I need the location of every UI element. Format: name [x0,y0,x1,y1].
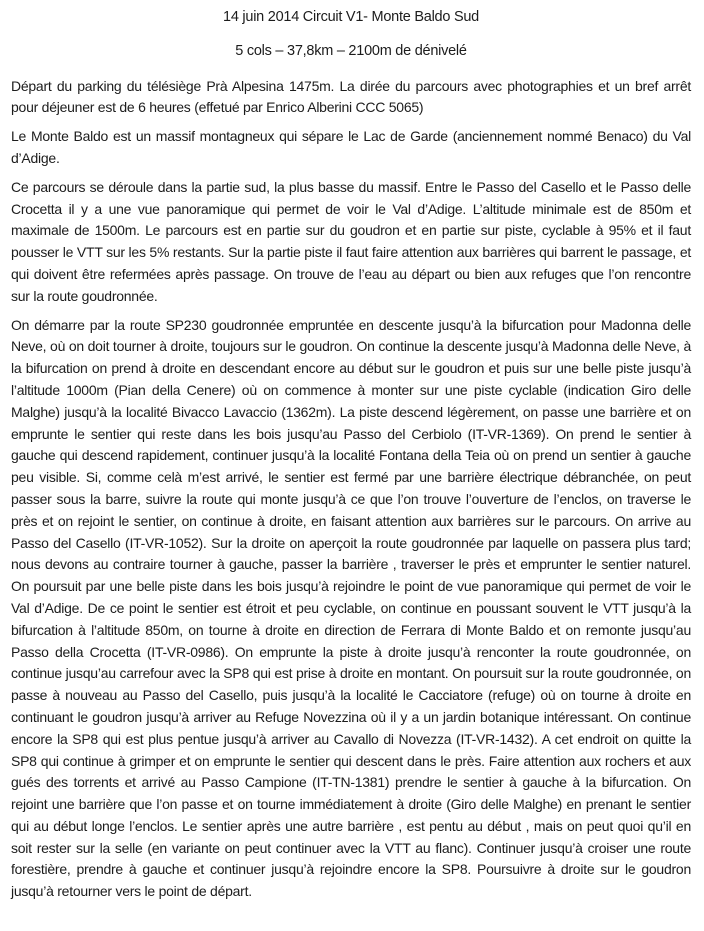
paragraph-depart-info: Départ du parking du télésiège Prà Alpesina 1475m. La dirée du parcours avec photographies et un bref arrêt pour déjeuner est de 6 heures (effetué par Enrico Alberini CCC 5065) [11,77,691,116]
paragraph-parcours-overview: Ce parcours se déroule dans la partie sud, la plus basse du massif. Entre le Passo del Casello et le Passo delle Crocetta il y a une vue panoramique qui permet de voir le Val d’Adige. L’altitude minimale est de 850m et maximale de 1500m. Le parcours est en partie sur du goudron et en partie sur piste, cyclable à 95% et il faut pousser le VTT sur les 5% restants. Sur la partie piste il faut faire attention aux barrières qui barrent le passage, et qui doivent être refermées après passage. On trouve de l’eau au départ ou bien aux refuges que l’on rencontre sur la route goudronnée. [11,178,691,304]
paragraph-monte-baldo-intro: Le Monte Baldo est un massif montagneux qui sépare le Lac de Garde (anciennement nommé Benaco) du Val d’Adige. [11,128,691,166]
document-title: 14 juin 2014 Circuit V1- Monte Baldo Sud [223,9,479,25]
document-subtitle: 5 cols – 37,8km – 2100m de dénivelé [235,43,467,60]
paragraph-itinerary-details: On démarre par la route SP230 goudronnée empruntée en descente jusqu’à la bifurcation pour Madonna delle Neve, où on doit tourner à droite, toujours sur le goudron. On continue la descente jusqu’à Madonna delle Neve, à la bifurcation on prend à droite en descendant encore au début sur le goudron et puis sur une belle piste jusqu’à l’altitude 1000m (Pian della Cenere) où on commence à monter sur une piste cyclable (indication Giro delle Malghe) jusqu’à la localité Bivacco Lavaccio (1362m). La piste descend légèrement, on passe une barrière et on emprunte le sentier qui reste dans les bois jusqu’au Passo del Cerbiolo (IT-VR-1369). On prend le sentier à gauche qui descend rapidement, continuer jusqu’à la localité Fontana della Teia où on prend un sentier à gauche peu visible. Si, comme celà m’est arrivé, le sentier est fermé par une barrière électrique débranchée, on peut passer sous la barre, suivre la route qui monte jusqu’à ce que l’on trouve l’ouverture de l’enclos, on traverse le près et on rejoint le sentier, on continue à droite, en faisant attention aux barrières sur le parcours. On arrive au Passo del Casello (IT-VR-1052). Sur la droite on aperçoit la route goudronnée par laquelle on passera plus tard; nous devons au contraire tourner à gauche, passer la barrière , traverser le près et emprunter le sentier naturel. On poursuit par une belle piste dans les bois jusqu’à rejoindre le point de vue panoramique qui permet de voir le Val d’Adige. De ce point le sentier est étroit et peu cyclable, on continue en poussant souvent le VTT jusqu’à la bifurcation à l’altitude 850m, on tourne à droite en direction de Ferrara di Monte Baldo et on remonte jusqu’au Passo della Crocetta (IT-VR-0986). On emprunte la piste à droite jusqu’à renconter la route goudronnée, on continue jusqu’au carrefour avec la SP8 qui est prise à droite en montant. On poursuit sur la route goudronnée, on passe à nouveau au Passo del Casello, puis jusqu’à la localité le Cacciatore (refuge) où on tourne à droite en continuant le goudron jusqu’à arriver au Refuge Novezzina où il y a un jardin botanique intéressant. On continue encore la SP8 qui est plus pentue jusqu’à arriver au Cavallo di Novezza (IT-VR-1432). A cet endroit on quitte la SP8 qui continue à grimper et on emprunte le sentier qui descent dans le près. Faire attention aux rochers et aux gués des torrents et arrivé au Passo Campione (IT-TN-1381) prendre le sentier à gauche à la bifurcation. On rejoint une barrière que l’on passe et on tourne immédiatement à droite (Giro delle Malghe) en prenant le sentier qui au début longe l’enclos. Le sentier après une autre barrière , est pentu au début , mais on peut quoi qu’il en soit rester sur la selle (en variante on peut continuer avec la VTT au flanc). Continuer jusqu’à croiser une route forestière, prendre à gauche et continuer jusqu’à rejoindre encore la SP8. Poursuivre à droite sur le goudron jusqu’à retourner vers le point de départ. [11,316,691,900]
